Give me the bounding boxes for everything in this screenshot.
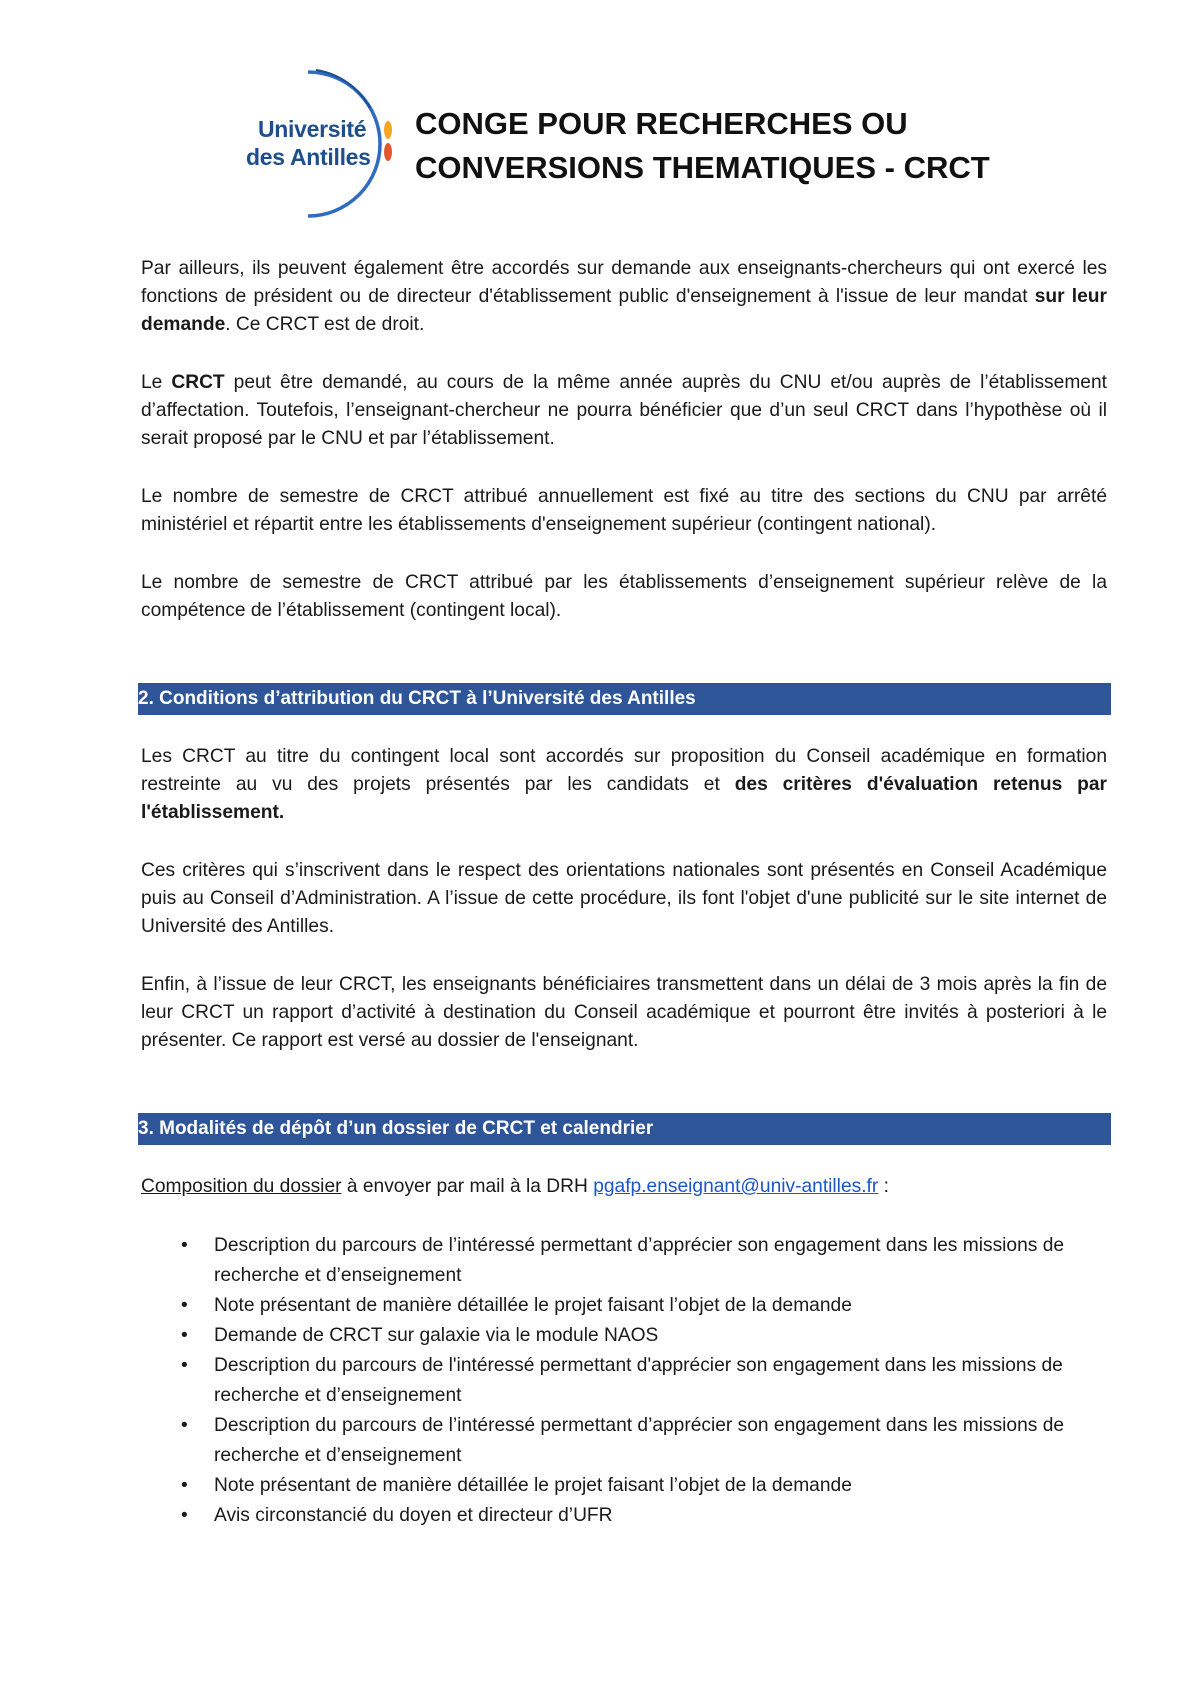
drh-email-link[interactable]: pgafp.enseignant@univ-antilles.fr <box>593 1176 879 1197</box>
intro-paragraph-3: Le nombre de semestre de CRCT attribué annuellement est fixé au titre des sections du CNU par arrêté ministériel et répartit entre les établissements d'enseignement supérieur (contingent national). <box>141 486 1107 535</box>
list-item: • Description du parcours de l’intéressé permettant d’apprécier son engagement dans les missions de recherche et d’enseignement <box>141 1231 1107 1291</box>
bullet-icon: • <box>181 1355 188 1376</box>
logo-line-1: Université <box>258 116 367 142</box>
logo-line-2: des Antilles <box>246 144 371 170</box>
intro-paragraph-1: Par ailleurs, ils peuvent également être accordés sur demande aux enseignants-chercheurs qui ont exercé les fonctions de président ou de directeur d'établissement public d'enseignement à l'issue de leur mandat sur leur demande. Ce CRCT est de droit. <box>141 258 1107 335</box>
list-item: • Description du parcours de l’intéressé permettant d’apprécier son engagement dans les missions de recherche et d’enseignement <box>141 1411 1107 1471</box>
list-item: • Demande de CRCT sur galaxie via le module NAOS <box>141 1321 1107 1351</box>
list-item: • Note présentant de manière détaillée le projet faisant l’objet de la demande <box>141 1471 1107 1501</box>
bullet-icon: • <box>181 1325 188 1346</box>
title-line-1: CONGE POUR RECHERCHES OU <box>415 106 908 141</box>
dossier-items-list <box>141 1231 1107 1531</box>
document-body <box>138 255 1108 1531</box>
section-2-paragraph-3: Enfin, à l’issue de leur CRCT, les enseignants bénéficiaires transmettent dans un délai de 3 mois après la fin de leur CRCT un rapport d’activité à destination du Conseil académique et pourront être invités à posteriori à le présenter. Ce rapport est versé au dossier de l'enseignant. <box>141 974 1107 1051</box>
logo-arc-icon <box>238 68 408 218</box>
bullet-icon: • <box>181 1295 188 1316</box>
section-2-heading: 2. Conditions d’attribution du CRCT à l’Université des Antilles <box>138 683 1111 715</box>
section-2-paragraph-1: Les CRCT au titre du contingent local sont accordés sur proposition du Conseil académique en formation restreinte au vu des projets présentés par les candidats et des critères d'évaluation retenus par l'établissement. <box>141 746 1108 823</box>
section-2-paragraph-2: Ces critères qui s’inscrivent dans le respect des orientations nationales sont présentés en Conseil Académique puis au Conseil d’Administration. A l’issue de cette procédure, ils font l'objet d'une publicité sur le site internet de Université des Antilles. <box>141 860 1107 937</box>
section-3-heading: 3. Modalités de dépôt d’un dossier de CRCT et calendrier <box>138 1113 1111 1145</box>
bullet-icon: • <box>181 1415 188 1436</box>
document-header <box>238 68 1038 218</box>
intro-paragraph-2: Le CRCT peut être demandé, au cours de la même année auprès du CNU et/ou auprès de l’établissement d’affectation. Toutefois, l’enseignant-chercheur ne pourra bénéficier que d’un seul CRCT dans l’hypothèse où il serait proposé par le CNU et par l’établissement. <box>141 372 1107 449</box>
bullet-icon: • <box>181 1475 188 1496</box>
university-logo <box>238 68 408 218</box>
bullet-icon: • <box>181 1235 188 1256</box>
intro-paragraph-4: Le nombre de semestre de CRCT attribué par les établissements d’enseignement supérieur relève de la compétence de l’établissement (contingent local). <box>141 572 1107 621</box>
list-item: • Note présentant de manière détaillée le projet faisant l’objet de la demande <box>141 1291 1107 1321</box>
bullet-icon: • <box>181 1505 188 1526</box>
list-item: • Avis circonstancié du doyen et directeur d’UFR <box>141 1501 1107 1531</box>
title-line-2: CONVERSIONS THEMATIQUES - CRCT <box>415 150 990 185</box>
list-item: • Description du parcours de l'intéressé permettant d'apprécier son engagement dans les missions de recherche et d’enseignement <box>141 1351 1107 1411</box>
composition-line: Composition du dossier à envoyer par mail à la DRH pgafp.enseignant@univ-antilles.fr : <box>141 1176 889 1197</box>
page-title <box>415 102 990 190</box>
composition-label: Composition du dossier <box>141 1176 342 1197</box>
